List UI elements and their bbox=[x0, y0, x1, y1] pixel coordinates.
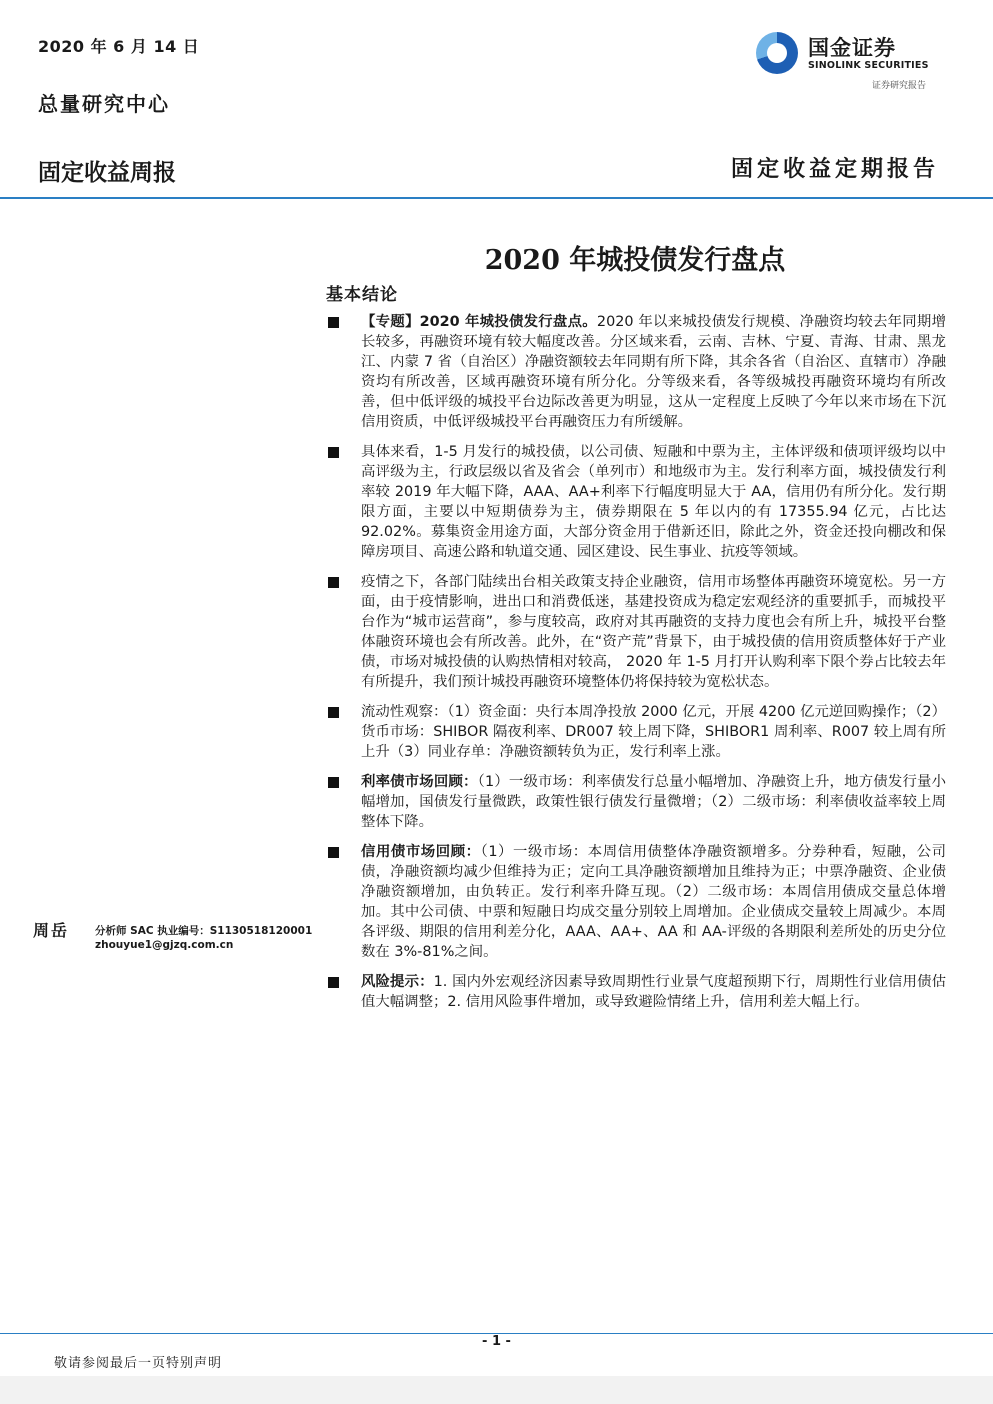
logo-name-cn: 国金证券 bbox=[808, 36, 896, 60]
footer-strip bbox=[0, 1376, 993, 1404]
page-number: - 1 - bbox=[482, 1334, 511, 1349]
logo-name-en: SINOLINK SECURITIES bbox=[808, 60, 929, 71]
conclusion-item bbox=[326, 772, 946, 832]
item-lead: 【专题】2020 年城投债发行盘点。 bbox=[361, 314, 597, 330]
report-date: 2020 年 6 月 14 日 bbox=[38, 37, 200, 56]
conclusion-item bbox=[326, 842, 946, 962]
item-text: 1. 国内外宏观经济因素导致周期性行业景气度超预期下行，周期性行业信用债估值大幅调整；2. 信用风险事件增加，或导致避险情绪上升，信用利差大幅上行。 bbox=[361, 974, 946, 1010]
item-lead: 利率债市场回顾： bbox=[361, 774, 478, 790]
logo-subtitle: 证券研究报告 bbox=[872, 81, 927, 91]
conclusion-item bbox=[326, 442, 946, 562]
bullet-square-icon bbox=[328, 707, 339, 718]
report-kind-title: 固定收益定期报告 bbox=[730, 156, 939, 182]
report-type-title: 固定收益周报 bbox=[38, 160, 176, 186]
bullet-square-icon bbox=[328, 847, 339, 858]
section-title: 基本结论 bbox=[326, 285, 398, 305]
item-text: 疫情之下，各部门陆续出台相关政策支持企业融资，信用市场整体再融资环境宽松。另一方面，由于疫情影响，进出口和消费低迷，基建投资成为稳定宏观经济的重要抓手，而城投平台作为“城市运营商”，参与度较高，政府对其再融资的支持力度也会有所上升，城投平台整体融资环境也会有所改善。此外，在“资产荒”背景下，由于城投债的信用资质整体好于产业债，市场对城投债的认购热情相对较高， 2020 年 1-5 月打开认购利率下限个券占比较去年有所提升，我们预计城投再融资环境整体仍将保持较为宽松状态。 bbox=[361, 574, 946, 690]
item-text: 2020 年以来城投债发行规模、净融资均较去年同期增长较多，再融资环境有较大幅度改善。分区域来看，云南、吉林、宁夏、青海、甘肃、黑龙江、内蒙 7 省（自治区）净融资额较去年同期有所下降，其余各省（自治区、直辖市）净融资均有所改善，区域再融资环境有所分化。分等级来看，各等级城投再融资环境均有所改善，但中低评级的城投平台边际改善更为明显，这从一定程度上反映了今年以来市场在下沉信用资质，中低评级城投平台再融资压力有所缓解。 bbox=[361, 314, 946, 430]
conclusion-item bbox=[326, 312, 946, 432]
company-logo bbox=[756, 28, 946, 91]
item-lead: 信用债市场回顾： bbox=[361, 844, 481, 860]
conclusion-list bbox=[326, 312, 946, 1022]
item-text: （1）一级市场：利率债发行总量小幅增加、净融资上升，地方债发行量小幅增加，国债发行量微跌，政策性银行债发行量微增；（2）二级市场：利率债收益率较上周整体下降。 bbox=[361, 774, 946, 830]
header-divider bbox=[0, 197, 993, 199]
item-lead: 风险提示： bbox=[361, 974, 434, 990]
conclusion-item bbox=[326, 702, 946, 762]
department-name: 总量研究中心 bbox=[38, 92, 170, 116]
analyst-name: 周岳 bbox=[33, 921, 70, 940]
analyst-license: 分析师 SAC 执业编号：S1130518120001 bbox=[95, 925, 313, 937]
analyst-email[interactable]: zhouyue1@gjzq.com.cn bbox=[95, 939, 234, 951]
page-title: 2020 年城投债发行盘点 bbox=[484, 245, 786, 276]
conclusion-item bbox=[326, 572, 946, 692]
bullet-square-icon bbox=[328, 447, 339, 458]
conclusion-item bbox=[326, 972, 946, 1012]
bullet-square-icon bbox=[328, 777, 339, 788]
bullet-square-icon bbox=[328, 977, 339, 988]
logo-circle-icon bbox=[756, 32, 798, 74]
bullet-square-icon bbox=[328, 577, 339, 588]
item-text: （1）一级市场：本周信用债整体净融资额增多。分券种看，短融，公司债，净融资额均减少但维持为正；定向工具净融资额增加且维持为正；中票净融资、企业债净融资额增加，由负转正。发行利率升降互现。（2）二级市场：本周信用债成交量总体增加。其中公司债、中票和短融日均成交量分别较上周增加。企业债成交量较上周减少。本周各评级、期限的信用利差分化，AAA、AA+、AA 和 AA-评级的各期限利差所处的历史分位数在 3%-81%之间。 bbox=[361, 844, 946, 960]
item-text: 具体来看，1-5 月发行的城投债，以公司债、短融和中票为主，主体评级和债项评级均以中高评级为主，行政层级以省及省会（单列市）和地级市为主。发行利率方面，城投债发行利率较 2019 年大幅下降，AAA、AA+利率下行幅度明显大于 AA，信用仍有所分化。发行期限方面，主要以中短期债券为主，债券期限在 5 年以内的有 17355.94 亿元，占比达 92.02%。募集资金用途方面，大部分资金用于借新还旧，除此之外，资金还投向棚改和保障房项目、高速公路和轨道交通、园区建设、民生事业、抗疫等领域。 bbox=[361, 444, 946, 560]
item-text: 流动性观察：（1）资金面：央行本周净投放 2000 亿元，开展 4200 亿元逆回购操作；（2）货币市场：SHIBOR 隔夜利率、DR007 较上周下降，SHIBOR1 周利率、R007 较上周有所上升（3）同业存单：净融资额转负为正，发行利率上涨。 bbox=[361, 704, 946, 760]
bullet-square-icon bbox=[328, 317, 339, 328]
disclaimer-text: 敬请参阅最后一页特别声明 bbox=[54, 1356, 223, 1371]
